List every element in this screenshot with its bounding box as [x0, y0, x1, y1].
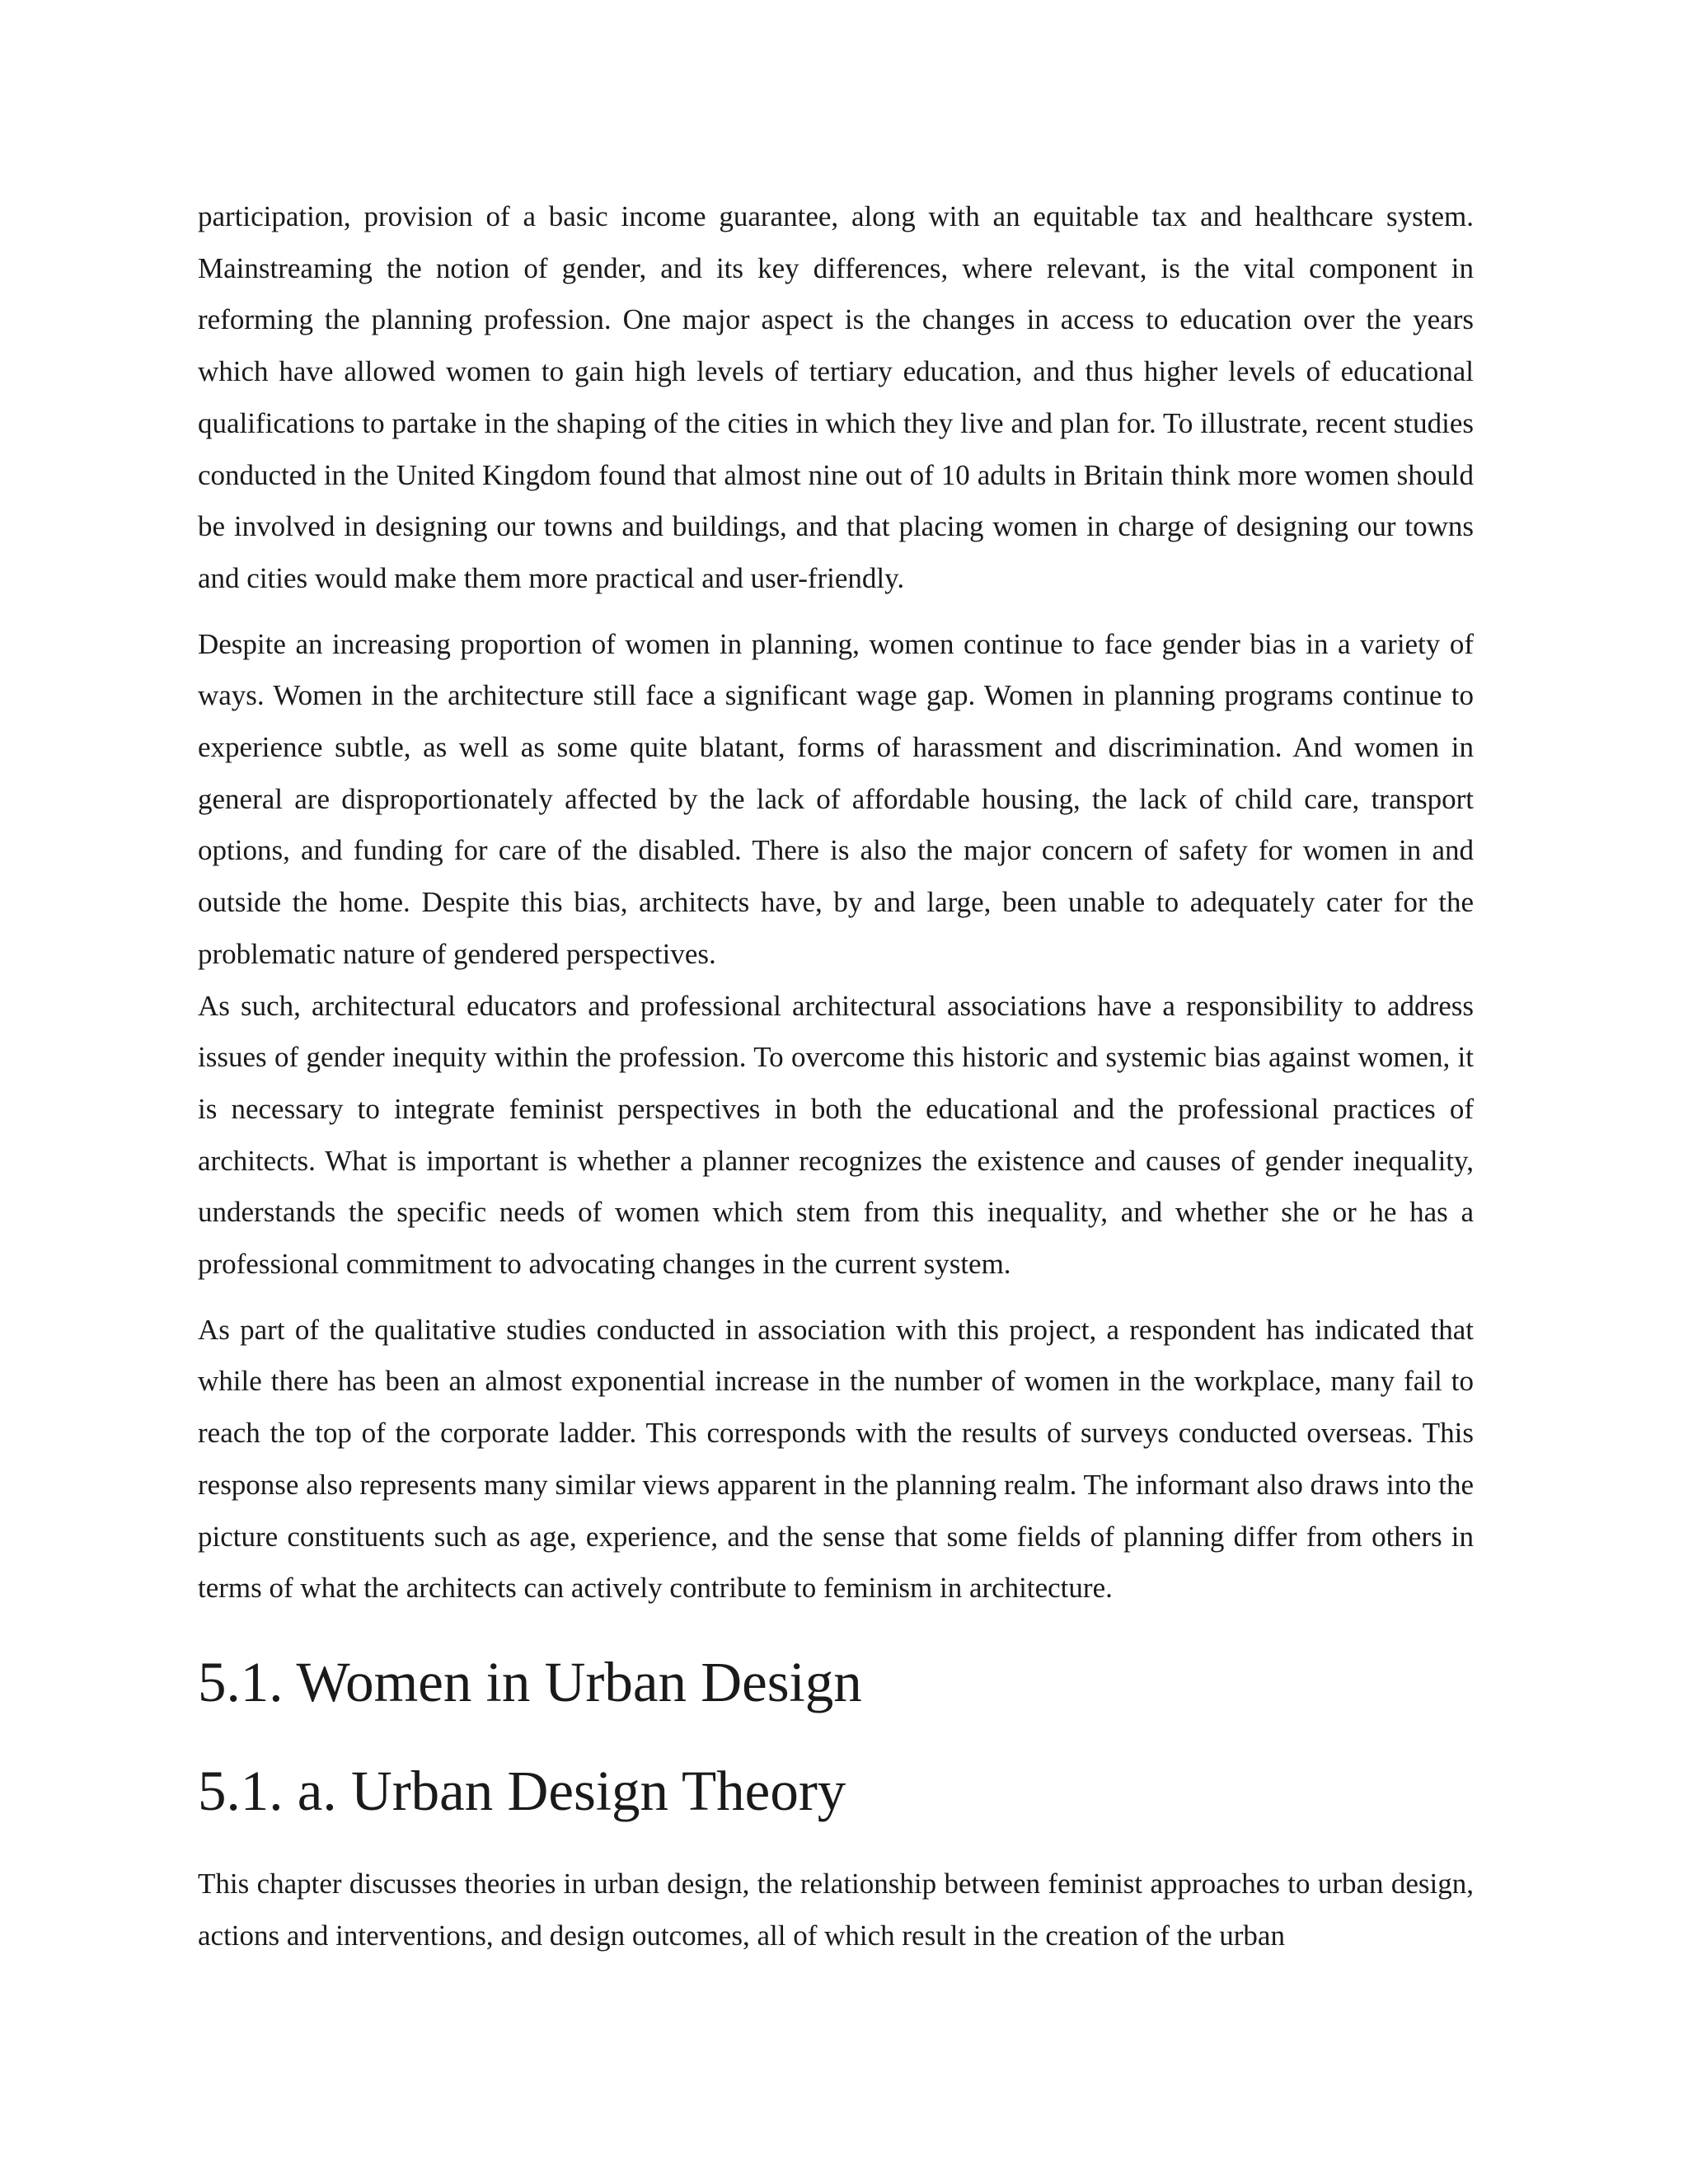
body-paragraph-2: Despite an increasing proportion of women in planning, women continue to face gender bias in a variety of ways. Women in the architecture still face a significant wage gap. Women in planning programs continue to experience subtle, as well as some quite blatant, forms of harassment and discrimination. And women in general are disproportionately affected by the lack of affordable housing, the lack of child care, transport options, and funding for care of the disabled. There is also the major concern of safety for women in and outside the home. Despite this bias, architects have, by and large, been unable to adequately cater for the problematic nature of gendered perspectives.	[198, 627, 1474, 970]
section-heading: 5.1. Women in Urban Design	[198, 1650, 862, 1713]
body-paragraph-5: This chapter discusses theories in urban design, the relationship between feminist approaches to urban design, actions and interventions, and design outcomes, all of which result in the creation of the urban	[198, 1867, 1474, 1952]
page-body	[198, 191, 1474, 1961]
body-paragraph-3: As such, architectural educators and professional architectural associations have a responsibility to address issues of gender inequity within the profession. To overcome this historic and systemic bias against women, it is necessary to integrate feminist perspectives in both the educational and the professional practices of architects. What is important is whether a planner recognizes the existence and causes of gender inequality, understands the specific needs of women which stem from this inequality, and whether she or he has a professional commitment to advocating changes in the current system.	[198, 989, 1474, 1281]
subsection-heading: 5.1. a. Urban Design Theory	[198, 1759, 846, 1822]
body-paragraph-4: As part of the qualitative studies conducted in association with this project, a respondent has indicated that while there has been an almost exponential increase in the number of women in the workplace, many fail to reach the top of the corporate ladder. This corresponds with the results of surveys conducted overseas. This response also represents many similar views apparent in the planning realm. The informant also draws into the picture constituents such as age, experience, and the sense that some fields of planning differ from others in terms of what the architects can actively contribute to feminism in architecture.	[198, 1313, 1474, 1605]
body-paragraph-1: participation, provision of a basic income guarantee, along with an equitable tax and healthcare system. Mainstreaming the notion of gender, and its key differences, where relevant, is the vital component in reforming the planning profession. One major aspect is the changes in access to education over the years which have allowed women to gain high levels of tertiary education, and thus higher levels of educational qualifications to partake in the shaping of the cities in which they live and plan for. To illustrate, recent studies conducted in the United Kingdom found that almost nine out of 10 adults in Britain think more women should be involved in designing our towns and buildings, and that placing women in charge of designing our towns and cities would make them more practical and user-friendly.	[198, 200, 1474, 594]
